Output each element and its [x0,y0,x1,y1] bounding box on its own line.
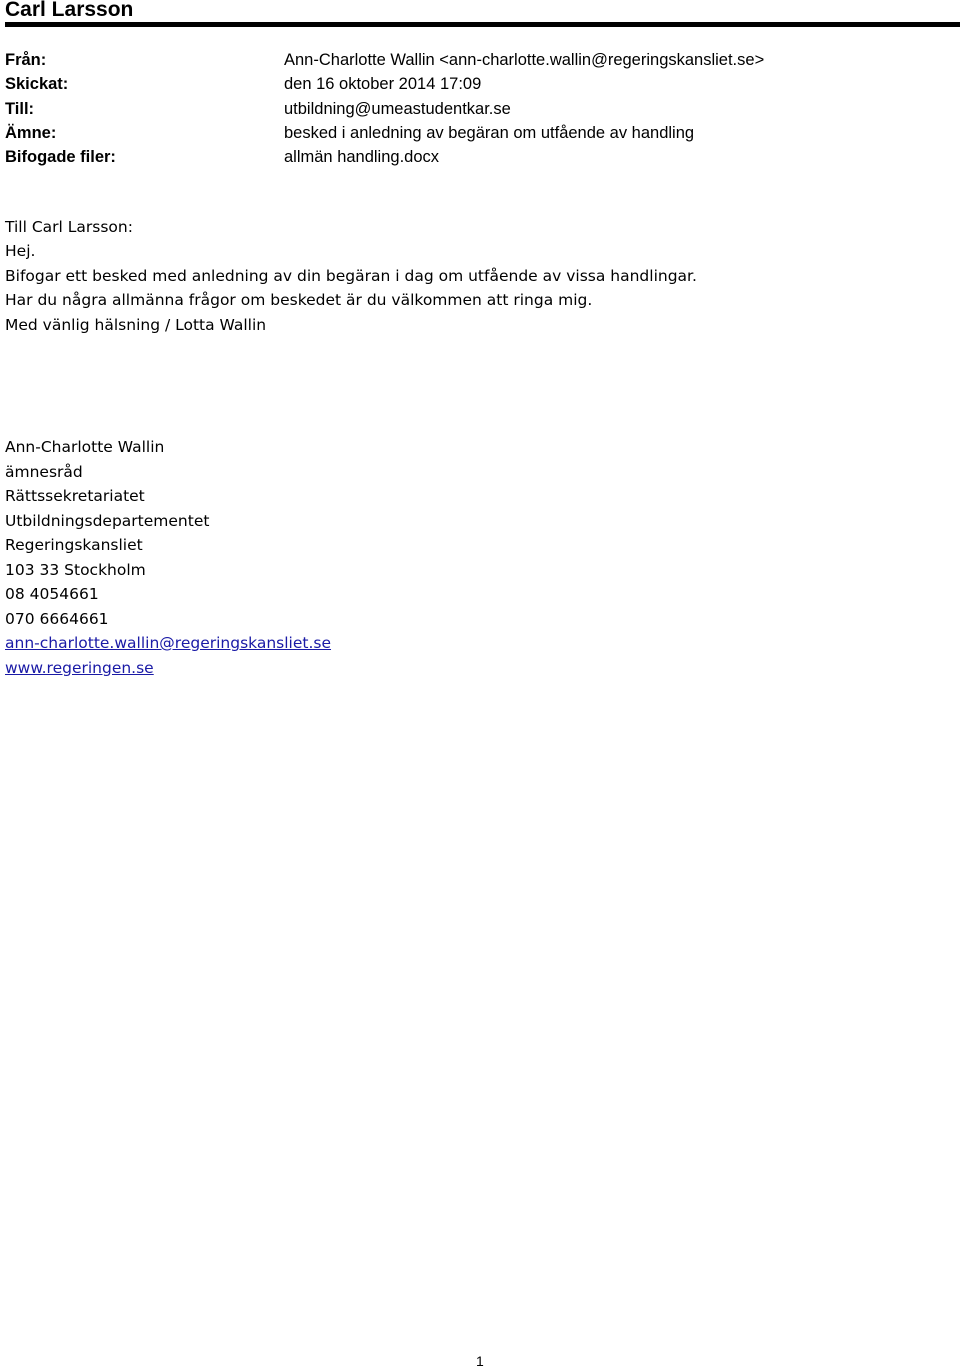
title-divider [5,22,960,27]
signature-role: ämnesråd [5,462,83,481]
to-value: utbildning@umeastudentkar.se [284,99,511,118]
signature-address: 103 33 Stockholm [5,560,146,579]
website-link[interactable]: www.regeringen.se [5,658,154,677]
page-number: 1 [476,1353,484,1369]
recipient-line [5,215,133,240]
signature-department: Utbildningsdepartementet [5,511,210,530]
signature-unit: Rättssekretariatet [5,487,145,505]
email-header [5,48,945,169]
from-row [5,48,945,72]
signature-name: Ann-Charlotte Wallin [5,438,165,456]
to-label: Till: [5,99,35,118]
sent-row [5,72,945,96]
signature-mobile: 070 6664661 [5,609,109,628]
from-value: Ann-Charlotte Wallin <ann-charlotte.wallin@regeringskansliet.se> [284,51,765,69]
to-row [5,97,945,121]
message-body [5,239,697,337]
signature-block [5,435,331,680]
attachment-filename: allmän handling.docx [284,148,440,167]
document-title: Carl Larsson [5,0,134,21]
attachments-label: Bifogade filer: [5,148,116,167]
message-line-2: Har du några allmänna frågor om beskedet är du välkommen att ringa mig. [5,291,593,309]
recipient-text: Till Carl Larsson: [5,218,133,236]
sent-label: Skickat: [5,75,69,94]
signature-phone: 08 4054661 [5,585,99,603]
subject-value: besked i anledning av begäran om utfående av handling [284,123,695,142]
signature-organization: Regeringskansliet [5,536,143,554]
greeting-text: Hej. [5,242,36,260]
closing-text: Med vänlig hälsning / Lotta Wallin [5,315,267,334]
from-label: Från: [5,51,47,69]
sent-value: den 16 oktober 2014 17:09 [284,75,482,94]
subject-label: Ämne: [5,123,57,142]
attachments-row [5,145,945,169]
subject-row [5,121,945,145]
message-line-1: Bifogar ett besked med anledning av din begäran i dag om utfående av vissa handlingar. [5,266,697,285]
signature-email-link[interactable]: ann-charlotte.wallin@regeringskansliet.se [5,634,332,652]
